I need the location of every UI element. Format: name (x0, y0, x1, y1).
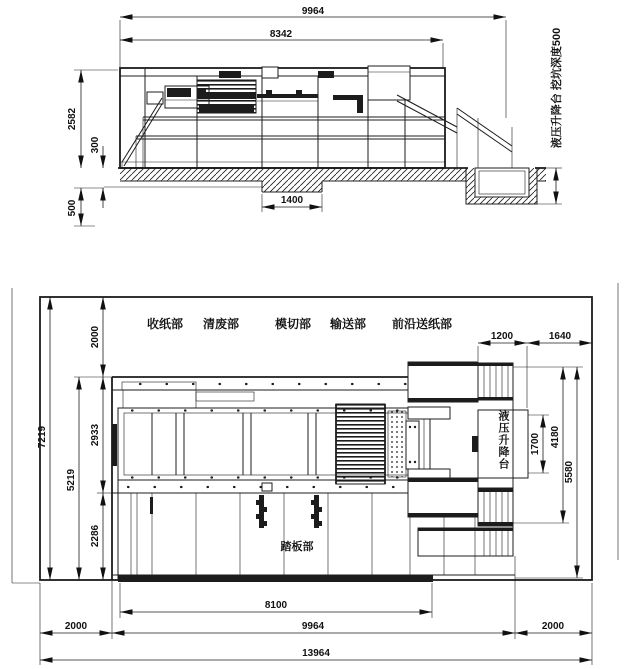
right-slope-rails (397, 95, 512, 170)
centre-pit-dimension (262, 194, 322, 212)
pedal-section-label: 踏板部 (280, 541, 314, 553)
top-box-light (262, 67, 278, 78)
hanging-bracket-2 (311, 495, 322, 528)
plan-bottom-dimensions (40, 580, 592, 665)
bracket-small (150, 497, 153, 514)
plan-machine (112, 362, 528, 582)
dim-machine-depth: 5219 (66, 468, 77, 492)
plan-right-dimensions (513, 367, 583, 578)
dim-body-width: 8342 (269, 29, 293, 40)
dim-feeder-depth: 4180 (550, 425, 561, 449)
plan-left-dimensions (37, 297, 112, 580)
dim-overall-depth: 7219 (37, 425, 48, 449)
side-machine-body (120, 66, 512, 170)
side-view (67, 6, 562, 226)
feeder-tower (368, 66, 410, 100)
dim-feeder-overall: 5580 (564, 460, 575, 484)
plan-view (12, 283, 618, 665)
pit-note-label: 液压升降台 挖坑深度500 (551, 27, 563, 149)
dim-lift-length: 1700 (530, 432, 541, 456)
left-slope-rail (122, 92, 163, 168)
dim-base-length: 8100 (264, 600, 288, 611)
dim-centre-pit-width: 1400 (280, 195, 304, 206)
plan-topright-dimensions (478, 331, 592, 408)
die-cut-section (336, 404, 419, 484)
dim-side-clearance: 1640 (548, 331, 572, 342)
section-label-diecutting: 模切部 (274, 317, 312, 331)
dim-bed-depth: 2933 (90, 423, 101, 447)
dim-top-margin: 2000 (90, 325, 101, 349)
dim-pedal-depth: 2286 (90, 524, 101, 548)
dim-overall-length: 13964 (302, 648, 330, 659)
dim-machine-height: 2582 (67, 107, 78, 131)
top-box-dark-1 (219, 71, 241, 78)
dim-base-height: 300 (90, 136, 101, 154)
lift-platform-label: 液压升降台 (497, 410, 509, 470)
hanging-bracket-1 (256, 495, 267, 528)
section-label-leadedge-feeder: 前沿送纸部 (391, 317, 453, 331)
section-label-delivery: 收纸部 (146, 317, 184, 331)
ground-and-pits (104, 168, 546, 204)
die-cut-unit (197, 80, 256, 113)
dim-left-margin: 2000 (64, 621, 88, 632)
dim-pit-depth-left: 500 (67, 199, 78, 217)
dim-lift-width: 1200 (490, 331, 514, 342)
side-left-dimensions (67, 70, 118, 226)
top-box-dark-2 (318, 71, 334, 78)
dim-right-margin: 2000 (541, 621, 565, 632)
section-label-stripping: 清废部 (202, 317, 240, 331)
section-label-conveying: 输送部 (329, 317, 367, 331)
conveyor-assembly (257, 90, 363, 113)
dim-overall-width: 9964 (301, 6, 325, 17)
guard-rails (136, 117, 445, 168)
dim-machine-length: 9964 (301, 621, 325, 632)
